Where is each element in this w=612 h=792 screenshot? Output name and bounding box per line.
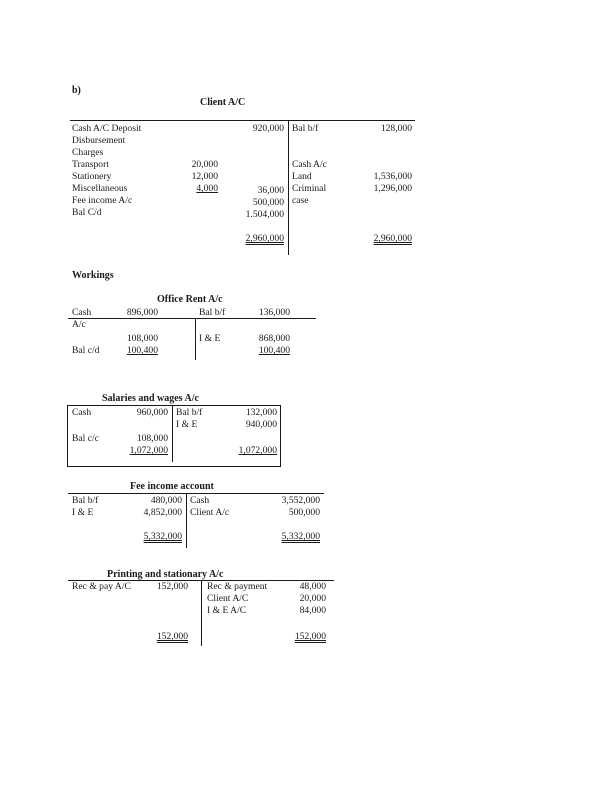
office-rent-dr-line: Bal c/d bbox=[72, 345, 100, 356]
office-rent-title: Office Rent A/c bbox=[157, 294, 223, 305]
client-cr-amount: 1,536,000 bbox=[373, 171, 412, 182]
printing-cr-amount: 20,000 bbox=[299, 593, 326, 604]
salaries-title: Salaries and wages A/c bbox=[102, 393, 199, 404]
client-dr-line: Miscellaneous bbox=[72, 183, 128, 194]
office-rent-dr-amount: 108,000 bbox=[126, 333, 158, 344]
client-cr-line: case bbox=[292, 195, 309, 206]
client-cr-amount: 128,000 bbox=[380, 123, 412, 134]
part-label: b) bbox=[72, 85, 81, 96]
fee-income-dr-line: Bal b/f bbox=[72, 495, 99, 506]
office-rent-dr-line: Cash bbox=[72, 307, 92, 318]
printing-dr-line: Rec & pay A/C bbox=[72, 581, 131, 592]
client-dr-amount: 1.504,000 bbox=[245, 209, 284, 220]
fee-income-dr-amount: 480,000 bbox=[150, 495, 182, 506]
printing-title: Printing and stationary A/c bbox=[107, 569, 224, 580]
office-rent-dr-amount: 896,000 bbox=[126, 307, 158, 318]
printing-cr-line: Client A/C bbox=[207, 593, 249, 604]
fee-income-top-rule bbox=[68, 493, 324, 494]
salaries-cr-amount: 940,000 bbox=[245, 419, 277, 430]
client-dr-sub-amount: 12,000 bbox=[191, 171, 218, 182]
fee-income-center-rule bbox=[186, 493, 187, 548]
printing-cr-amount: 84,000 bbox=[299, 605, 326, 616]
client-dr-line: Bal C/d bbox=[72, 207, 102, 218]
office-rent-dr-amount: 100,400 bbox=[126, 345, 158, 356]
office-rent-cr-line: Bal b/f bbox=[199, 307, 226, 318]
office-rent-cr-amount: 100,400 bbox=[258, 345, 290, 356]
fee-income-dr-total: 5,332,000 bbox=[143, 531, 182, 542]
client-dr-line: Transport bbox=[72, 159, 109, 170]
office-rent-cr-amount: 868,000 bbox=[258, 333, 290, 344]
client-dr-line: Stationery bbox=[72, 171, 112, 182]
client-top-rule bbox=[70, 120, 415, 121]
fee-income-cr-line: Cash bbox=[190, 495, 210, 506]
fee-income-dr-line: I & E bbox=[72, 507, 94, 518]
client-dr-sub-amount: 4,000 bbox=[196, 183, 218, 194]
client-dr-line: Disbursement bbox=[72, 135, 126, 146]
fee-income-dr-amount: 4,852,000 bbox=[143, 507, 182, 518]
client-dr-line: Charges bbox=[72, 147, 104, 158]
salaries-dr-amount: 960,000 bbox=[136, 407, 168, 418]
fee-income-cr-line: Client A/c bbox=[190, 507, 230, 518]
office-rent-center-rule bbox=[195, 318, 196, 360]
client-dr-line: Cash A/C Deposit bbox=[72, 123, 142, 134]
workings-heading: Workings bbox=[72, 270, 114, 281]
salaries-cr-line: I & E bbox=[176, 419, 198, 430]
fee-income-title: Fee income account bbox=[130, 481, 214, 492]
fee-income-cr-amount: 3,552,000 bbox=[281, 495, 320, 506]
client-dr-amount: 920,000 bbox=[252, 123, 284, 134]
client-dr-total: 2,960,000 bbox=[245, 233, 284, 244]
salaries-dr-amount: 108,000 bbox=[136, 433, 168, 444]
office-rent-top-rule bbox=[68, 318, 316, 319]
printing-cr-line: Rec & payment bbox=[207, 581, 268, 592]
salaries-dr-line: Cash bbox=[72, 407, 92, 418]
printing-cr-amount: 48,000 bbox=[299, 581, 326, 592]
client-cr-line: Criminal bbox=[292, 183, 327, 194]
printing-center-rule bbox=[201, 580, 202, 646]
salaries-cr-amount: 132,000 bbox=[245, 407, 277, 418]
client-cr-line: Land bbox=[292, 171, 312, 182]
client-dr-amount: 36,000 bbox=[257, 185, 284, 196]
salaries-dr-line: Bal c/c bbox=[72, 433, 99, 444]
client-account-title: Client A/C bbox=[200, 97, 246, 108]
salaries-cr-line: Bal b/f bbox=[176, 407, 203, 418]
printing-cr-total: 152,000 bbox=[294, 631, 326, 642]
client-cr-line: Bal b/f bbox=[292, 123, 319, 134]
office-rent-dr-line: A/c bbox=[72, 319, 86, 330]
printing-dr-total: 152,000 bbox=[156, 631, 188, 642]
client-cr-amount: 1,296,000 bbox=[373, 183, 412, 194]
client-dr-amount: 500,000 bbox=[252, 197, 284, 208]
salaries-dr-amount: 1,072,000 bbox=[129, 445, 168, 456]
salaries-center-rule bbox=[172, 405, 173, 462]
fee-income-cr-total: 5,332,000 bbox=[281, 531, 320, 542]
client-center-rule bbox=[288, 120, 289, 255]
fee-income-cr-amount: 500,000 bbox=[288, 507, 320, 518]
client-dr-sub-amount: 20,000 bbox=[191, 159, 218, 170]
client-dr-line: Fee income A/c bbox=[72, 195, 133, 206]
client-cr-total: 2,960,000 bbox=[373, 233, 412, 244]
client-cr-line: Cash A/c bbox=[292, 159, 327, 170]
printing-dr-amount: 152,000 bbox=[156, 581, 188, 592]
office-rent-cr-line: I & E bbox=[199, 333, 221, 344]
salaries-cr-amount: 1,072,000 bbox=[238, 445, 277, 456]
office-rent-cr-amount: 136,000 bbox=[258, 307, 290, 318]
printing-cr-line: I & E A/C bbox=[207, 605, 247, 616]
